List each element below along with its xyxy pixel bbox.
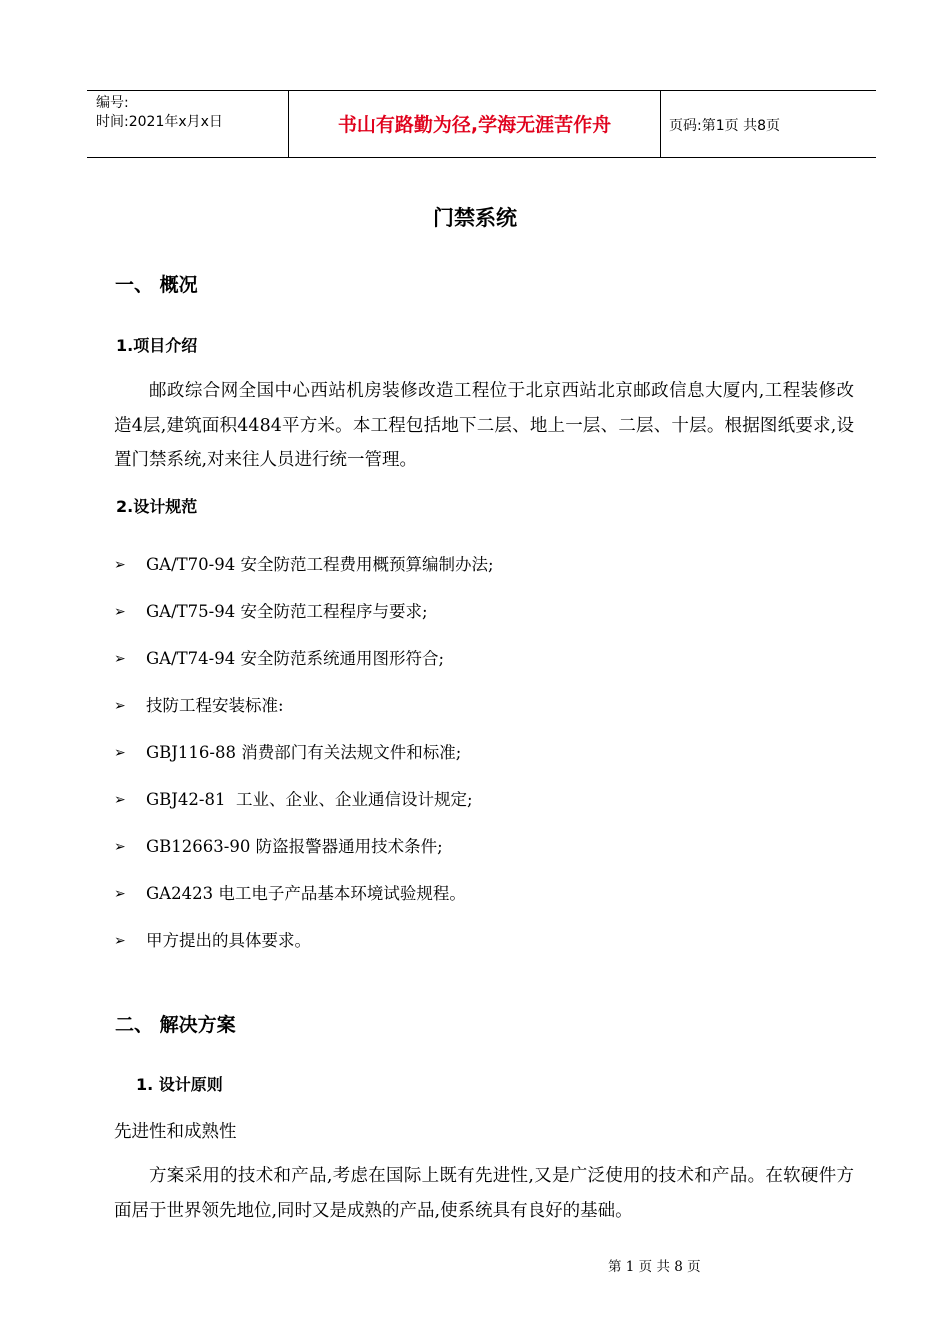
- header-motto-cell: [288, 91, 661, 157]
- principle-paragraph: 方案采用的技术和产品,考虑在国际上既有先进性,又是广泛使用的技术和产品。在软硬件方面居于世界领先地位,同时又是成熟的产品,使系统具有良好的基础。: [114, 1166, 854, 1221]
- standard-item-text: GB12663-90 防盗报警器通用技术条件;: [146, 836, 443, 856]
- standard-item-text: GBJ116-88 消费部门有关法规文件和标准;: [146, 742, 462, 762]
- standard-list-item: [114, 776, 854, 823]
- arrow-bullet-icon: ➢: [114, 791, 126, 808]
- page-footer: [0, 1258, 950, 1278]
- design-standards-list: [114, 541, 854, 964]
- standard-item-text: 技防工程安装标准:: [146, 695, 284, 715]
- standard-item-text: GA/T74-94 安全防范系统通用图形符合;: [146, 648, 445, 668]
- standard-list-item: [114, 917, 854, 964]
- standard-item-text: 甲方提出的具体要求。: [146, 930, 311, 950]
- section-heading-overview: 一、 概况: [115, 274, 198, 296]
- standard-item-text: GA2423 电工电子产品基本环境试验规程。: [146, 883, 466, 903]
- subheading-design-principles: 1. 设计原则: [136, 1075, 223, 1094]
- standard-item-text: GA/T70-94 安全防范工程费用概预算编制办法;: [146, 554, 494, 574]
- subheading-design-standards: 2.设计规范: [116, 497, 198, 516]
- section-heading-solution: 二、 解决方案: [115, 1014, 236, 1036]
- header-meta-cell: [87, 91, 288, 157]
- document-time-label: 时间:2021年x月x日: [96, 114, 223, 130]
- header-motto: 书山有路勤为径,学海无涯苦作舟: [337, 114, 612, 136]
- subheading-project-intro: 1.项目介绍: [116, 336, 198, 355]
- standard-list-item: [114, 870, 854, 917]
- arrow-bullet-icon: ➢: [114, 603, 126, 620]
- page-header-table: [87, 90, 876, 158]
- arrow-bullet-icon: ➢: [114, 932, 126, 949]
- standard-list-item: [114, 682, 854, 729]
- arrow-bullet-icon: ➢: [114, 838, 126, 855]
- project-intro-paragraph: 邮政综合网全国中心西站机房装修改造工程位于北京西站北京邮政信息大厦内,工程装修改造4层,建筑面积4484平方米。本工程包括地下二层、地上一层、二层、十层。根据图纸要求,设置门禁系统,对来往人员进行统一管理。: [114, 381, 854, 470]
- footer-page-number: 第 1 页 共 8 页: [608, 1259, 701, 1275]
- standard-list-item: [114, 635, 854, 682]
- principle-title: 先进性和成熟性: [114, 1122, 237, 1142]
- standard-list-item: [114, 729, 854, 776]
- document-number-label: 编号:: [96, 95, 129, 111]
- standard-list-item: [114, 823, 854, 870]
- arrow-bullet-icon: ➢: [114, 556, 126, 573]
- standard-item-text: GBJ42-81 工业、企业、企业通信设计规定;: [146, 789, 473, 809]
- standard-list-item: [114, 541, 854, 588]
- header-page-info: 页码:第1页 共8页: [669, 118, 780, 134]
- arrow-bullet-icon: ➢: [114, 744, 126, 761]
- arrow-bullet-icon: ➢: [114, 697, 126, 714]
- arrow-bullet-icon: ➢: [114, 650, 126, 667]
- standard-list-item: [114, 588, 854, 635]
- arrow-bullet-icon: ➢: [114, 885, 126, 902]
- document-title: 门禁系统: [433, 206, 517, 230]
- standard-item-text: GA/T75-94 安全防范工程程序与要求;: [146, 601, 428, 621]
- header-page-cell: [661, 91, 876, 157]
